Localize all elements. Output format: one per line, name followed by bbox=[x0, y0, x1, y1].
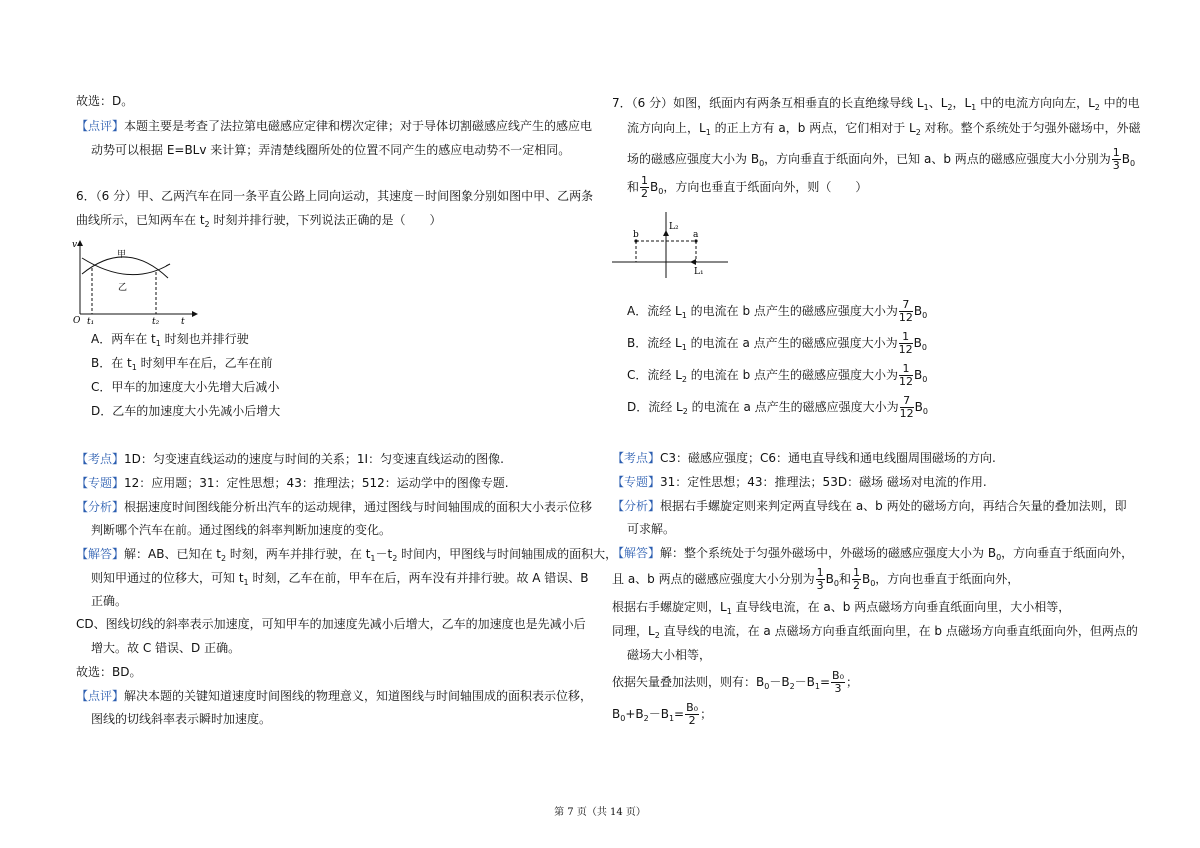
q7-stem-line-2: 流方向向上，$L_1$ 的正上方有 a，b 两点，它们相对于 $L_2$ 对称。整个系统处于匀强外磁场中，外磁 bbox=[627, 121, 1141, 137]
fraction-one-half: $\frac{1}{2}$ bbox=[641, 174, 649, 200]
q7-option-c: C．流经 $L_2$ 的电流在 b 点产生的磁感应强度大小为 $\frac{1}{12}$ $B_0$ bbox=[627, 362, 928, 388]
q7-option-a: A．流经 $L_1$ 的电流在 b 点产生的磁感应强度大小为 $\frac{7}{12}$ $B_0$ bbox=[627, 298, 928, 324]
q7-kaodian: 【考点】C3：磁感应强度；C6：通电直导线和通电线圈周围磁场的方向. bbox=[612, 451, 996, 465]
t-axis-arrow bbox=[192, 311, 198, 317]
q6-jieda-line-1: 【解答】解：AB、已知在 $t_2$ 时刻，两车并排行驶，在 $t_1-t_2$ 时间内，甲图线与时间轴围成的面积大， bbox=[76, 547, 618, 563]
q7-stem-line-3: 场的磁感应强度大小为 $B_0$，方向垂直于纸面向外，已知 a、b 两点的磁感应强度大小分别为 $\frac{1}{3}$ $B_0$ bbox=[627, 146, 1136, 172]
q6-stem-line-2: 曲线所示，已知两车在 $t_2$ 时刻并排行驶，下列说法正确的是（ ） bbox=[76, 213, 442, 229]
q6-fenxi-line-2: 判断哪个汽车在前。通过图线的斜率判断加速度的变化。 bbox=[91, 523, 392, 537]
a-label: a bbox=[693, 230, 699, 240]
b-label: b bbox=[633, 230, 639, 240]
q7-option-b: B．流经 $L_1$ 的电流在 a 点产生的磁感应强度大小为 $\frac{1}{12}$ $B_0$ bbox=[627, 330, 927, 356]
v-label: v bbox=[72, 240, 78, 250]
q7-fenxi-line-1: 【分析】根据右手螺旋定则来判定两直导线在 a、b 两处的磁场方向，再结合矢量的叠加法则，即 bbox=[612, 499, 1127, 513]
fraction-one-third: $\frac{1}{3}$ bbox=[1112, 146, 1120, 172]
q7-zhuanti: 【专题】31：定性思想；43：推理法；53D：磁场 磁场对电流的作用. bbox=[612, 475, 987, 489]
q7-stem-line-1: 7．（6 分）如图，纸面内有两条互相垂直的长直绝缘导线 $L_1$、$L_2$，$L_1$ 中的电流方向向左，$L_2$ 中的电 bbox=[612, 96, 1140, 112]
q6-jieda-line-2: 则知甲通过的位移大，可知 $t_1$ 时刻，乙车在前，甲车在后，两车没有并排行驶。故 A 错误、B bbox=[91, 571, 589, 587]
yi-label: 乙 bbox=[118, 283, 128, 293]
prev-answer: 故选：D。 bbox=[76, 94, 134, 108]
t-label: t bbox=[181, 317, 185, 326]
q6-jieda-line-3: 正确。 bbox=[91, 594, 128, 608]
page-footer: 第 7 页（共 14 页） bbox=[554, 807, 646, 818]
q6-option-b: B．在 $t_1$ 时刻甲车在后，乙车在前 bbox=[91, 356, 273, 372]
v-axis-arrow bbox=[77, 240, 83, 246]
q7-equation-1: 依据矢量叠加法则，则有：$B_0-B_2-B_1=$ $\frac{\text{B₀}}{3}$ ； bbox=[612, 669, 859, 695]
q6-dianping-line-1: 【点评】解决本题的关键知道速度时间图线的物理意义，知道图线与时间轴围成的面积表示位移， bbox=[76, 689, 593, 703]
q7-jieda-line-3: 根据右手螺旋定则，$L_1$ 直导线电流，在 a、b 两点磁场方向垂直纸面向里，大小相等， bbox=[612, 600, 1071, 616]
q6-cd-line-2: 增大。故 C 错误、D 正确。 bbox=[91, 641, 241, 655]
q6-option-c: C．甲车的加速度大小先增大后减小 bbox=[91, 380, 280, 394]
q7-jieda-line-5: 磁场大小相等， bbox=[627, 648, 712, 662]
prev-review-tag: 【点评】 bbox=[76, 119, 125, 133]
jia-label: 甲 bbox=[117, 250, 127, 260]
l1-left-arrow bbox=[690, 259, 696, 265]
q6-kaodian: 【考点】1D：匀变速直线运动的速度与时间的关系；1I：匀变速直线运动的图像. bbox=[76, 452, 504, 466]
t1-label: t₁ bbox=[87, 317, 95, 326]
wire-figure bbox=[610, 208, 730, 280]
q7-fenxi-line-2: 可求解。 bbox=[627, 522, 676, 536]
q7-equation-2: $B_0+B_2-B_1=$ $\frac{\text{B₀}}{2}$ ； bbox=[612, 701, 713, 727]
q6-stem-line-1: 6．（6 分）甲、乙两汽车在同一条平直公路上同向运动，其速度－时间图象分别如图中甲、乙两条 bbox=[76, 189, 594, 203]
q6-answer: 故选：BD。 bbox=[76, 665, 142, 679]
origin-label: O bbox=[73, 316, 81, 326]
curve-yi bbox=[82, 258, 170, 275]
q6-zhuanti: 【专题】12：应用题；31：定性思想；43：推理法；512：运动学中的图像专题. bbox=[76, 476, 509, 490]
l2-label: L₂ bbox=[669, 222, 679, 232]
q6-option-a: A．两车在 $t_1$ 时刻也并排行驶 bbox=[91, 332, 249, 348]
q6-dianping-line-2: 图线的切线斜率表示瞬时加速度。 bbox=[91, 712, 272, 726]
prev-review-line-2: 动势可以根据 E=BLv 来计算；弄清楚线圈所处的位置不同产生的感应电动势不一定相同。 bbox=[91, 143, 571, 157]
curve-jia bbox=[82, 257, 168, 278]
q7-option-d: D．流经 $L_2$ 的电流在 a 点产生的磁感应强度大小为 $\frac{7}{12}$ $B_0$ bbox=[627, 394, 928, 420]
q6-option-d: D．乙车的加速度大小先减小后增大 bbox=[91, 404, 281, 418]
q7-stem-line-4: 和 $\frac{1}{2}$ $B_0$，方向也垂直于纸面向外，则（ ） bbox=[627, 174, 868, 200]
q6-cd-line-1: CD、图线切线的斜率表示加速度，可知甲车的加速度先减小后增大，乙车的加速度也是先减小后 bbox=[76, 617, 586, 631]
l1-label: L₁ bbox=[694, 267, 704, 277]
q6-fenxi-line-1: 【分析】根据速度时间图线能分析出汽车的运动规律，通过图线与时间轴围成的面积大小表示位移 bbox=[76, 500, 593, 514]
velocity-time-graph bbox=[70, 236, 200, 326]
q7-jieda-line-1: 【解答】解：整个系统处于匀强外磁场中，外磁场的磁感应强度大小为 $B_0$，方向垂直于纸面向外， bbox=[612, 546, 1134, 562]
q7-jieda-line-2: 且 a、b 两点的磁感应强度大小分别为 $\frac{1}{3}$ $B_0$和 $\frac{1}{2}$ $B_0$，方向也垂直于纸面向外， bbox=[612, 566, 1020, 592]
q7-jieda-line-4: 同理，$L_2$ 直导线的电流，在 a 点磁场方向垂直纸面向里，在 b 点磁场方向垂直纸面向外，但两点的 bbox=[612, 624, 1138, 640]
prev-review-line-1: 【点评】本题主要是考查了法拉第电磁感应定律和楞次定律；对于导体切割磁感应线产生的感应电 bbox=[76, 119, 593, 133]
t2-label: t₂ bbox=[152, 317, 160, 326]
